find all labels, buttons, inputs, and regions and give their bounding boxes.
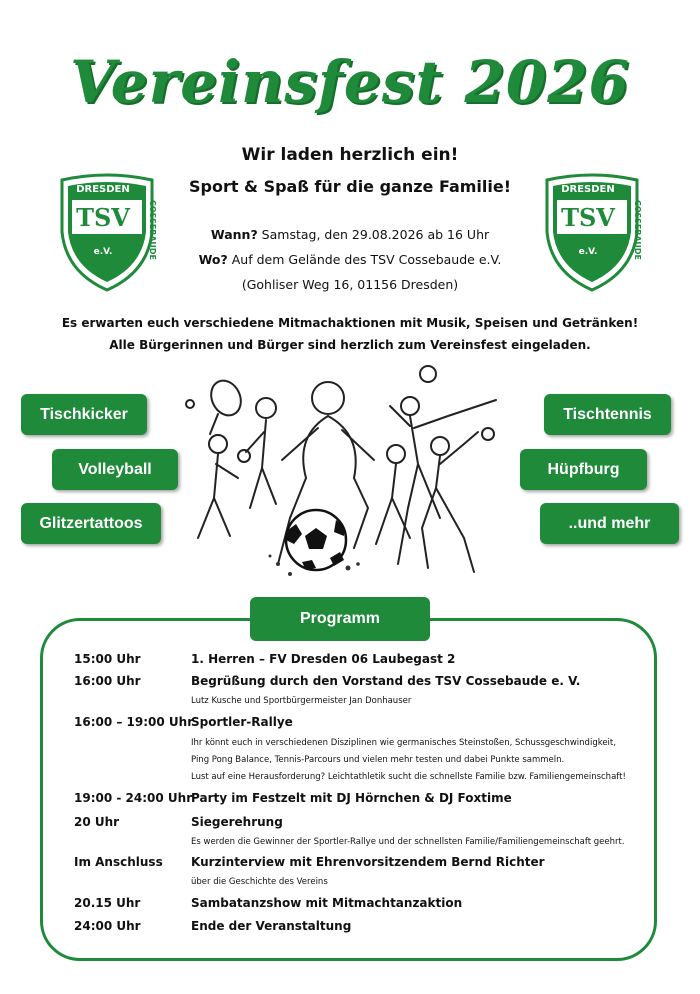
programm-time: 24:00 Uhr xyxy=(74,919,141,933)
programm-event: Siegerehrung xyxy=(191,815,283,829)
where-label: Wo? xyxy=(198,252,228,267)
programm-event: Sambatanzshow mit Mitmachtanzaktion xyxy=(191,896,463,910)
tsv-logo-left xyxy=(58,172,156,292)
programm-time: 20 Uhr xyxy=(74,815,120,829)
programm-time: Im Anschluss xyxy=(74,855,163,869)
when-line xyxy=(150,227,550,242)
programm-time: 15:00 Uhr xyxy=(74,652,141,666)
address-line: (Gohliser Weg 16, 01156 Dresden) xyxy=(241,277,459,292)
programm-event: Ende der Veranstaltung xyxy=(191,919,352,933)
programm-time: 16:00 Uhr xyxy=(74,674,141,688)
programm-time: 20.15 Uhr xyxy=(74,896,141,910)
subtitle-heading: Sport & Spaß für die ganze Familie! xyxy=(188,177,512,196)
logo-main-text: TSV xyxy=(561,203,615,232)
logo-top-text: DRESDEN xyxy=(76,184,130,195)
programm-title: Programm xyxy=(250,597,430,641)
logo-ev-text: e.V. xyxy=(578,247,598,257)
lead-text-1: Es erwarten euch verschiedene Mitmachaktionen mit Musik, Speisen und Getränken! xyxy=(61,316,639,330)
programm-event: Party im Festzelt mit DJ Hörnchen & DJ Foxtime xyxy=(191,791,512,805)
programm-event: 1. Herren – FV Dresden 06 Laubegast 2 xyxy=(191,652,456,666)
logo-main-text: TSV xyxy=(76,203,130,232)
activity-volleyball: Volleyball xyxy=(52,449,178,490)
logo-side-text: COSSEBAUDE xyxy=(148,200,157,260)
invite-heading: Wir laden herzlich ein! xyxy=(241,145,459,165)
programm-time: 19:00 - 24:00 Uhr xyxy=(74,791,193,805)
activity-huepfburg: Hüpfburg xyxy=(520,449,647,490)
when-value: Samstag, den 29.08.2026 ab 16 Uhr xyxy=(257,227,490,242)
programm-detail: Lutz Kusche und Sportbürgermeister Jan Donhauser xyxy=(191,696,412,706)
where-value: Auf dem Gelände des TSV Cossebaude e.V. xyxy=(227,252,502,267)
programm-event: Begrüßung durch den Vorstand des TSV Cossebaude e. V. xyxy=(191,674,581,688)
tsv-logo-right xyxy=(543,172,641,292)
activity-und-mehr: ..und mehr xyxy=(540,503,679,544)
programm-time: 16:00 – 19:00 Uhr xyxy=(74,715,194,729)
programm-event: Kurzinterview mit Ehrenvorsitzendem Bernd Richter xyxy=(191,855,545,869)
programm-detail: Lust auf eine Herausforderung? Leichtathletik sucht die schnellste Familie bzw. Familiengemeinschaft! xyxy=(191,772,626,782)
activity-glitzertattoos: Glitzertattoos xyxy=(21,503,161,544)
programm-detail: über die Geschichte des Vereins xyxy=(191,877,328,887)
page-title: Vereinsfest 2026 xyxy=(70,48,630,116)
activity-tischtennis: Tischtennis xyxy=(544,394,671,435)
activity-tischkicker: Tischkicker xyxy=(21,394,147,435)
programm-detail: Es werden die Gewinner der Sportler-Rallye und der schnellsten Familie/Familiengemeinschaft geehrt. xyxy=(191,837,625,847)
sports-illustration xyxy=(178,368,500,584)
programm-event: Sportler-Rallye xyxy=(191,715,293,729)
where-line xyxy=(150,252,550,267)
logo-ev-text: e.V. xyxy=(93,247,113,257)
when-label: Wann? xyxy=(210,227,258,242)
programm-detail: Ping Pong Balance, Tennis-Parcours und vielen mehr testen und dabei Punkte sammeln. xyxy=(191,755,565,765)
logo-side-text: COSSEBAUDE xyxy=(633,200,642,260)
logo-top-text: DRESDEN xyxy=(561,184,615,195)
lead-text-2: Alle Bürgerinnen und Bürger sind herzlich zum Vereinsfest eingeladen. xyxy=(109,338,591,352)
programm-detail: Ihr könnt euch in verschiedenen Disziplinen wie germanisches Steinstoßen, Schussgeschwindigkeit, xyxy=(191,738,616,748)
